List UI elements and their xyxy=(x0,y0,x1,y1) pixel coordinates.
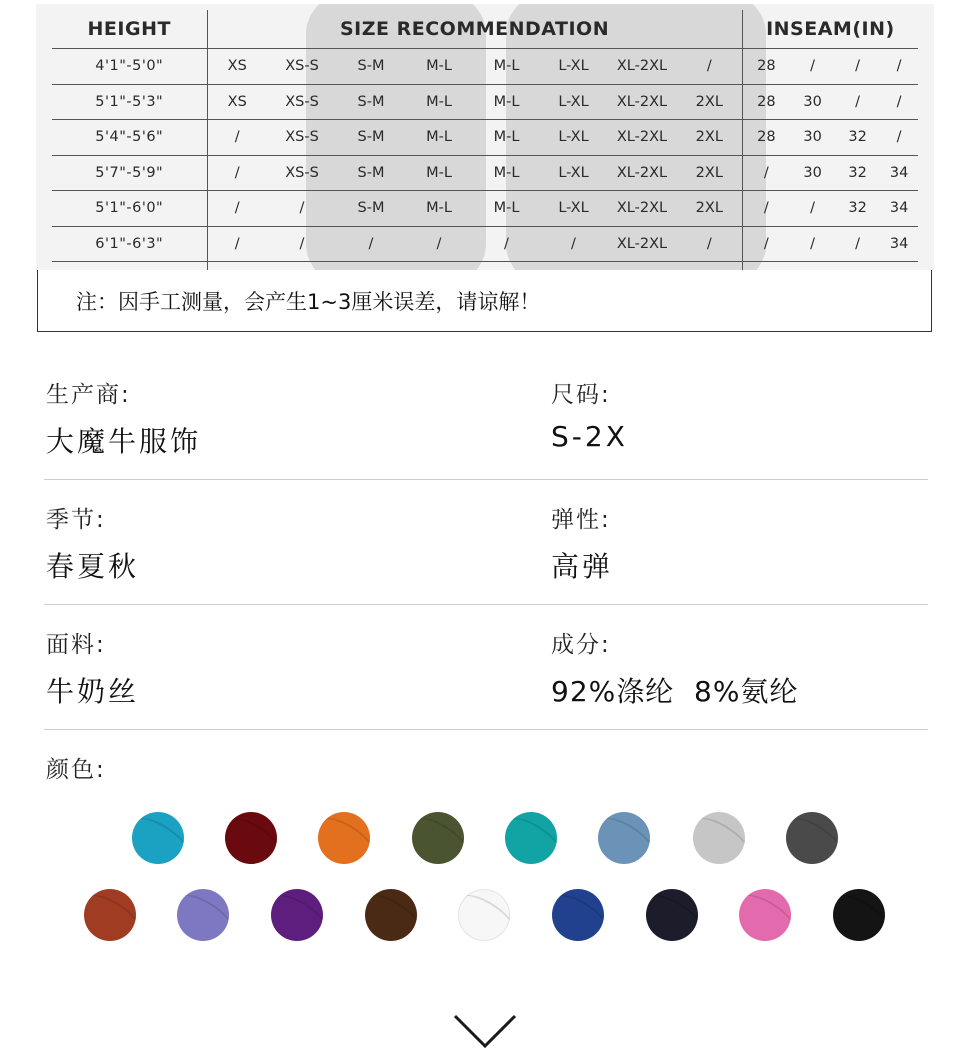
size-cell: / xyxy=(337,226,405,262)
size-cell: M-L xyxy=(473,49,540,85)
size-cell: / xyxy=(207,155,267,191)
spec-value-elasticity: 高弹 xyxy=(551,550,614,583)
size-cell: / xyxy=(267,191,337,227)
chevron-down-icon[interactable] xyxy=(452,1012,518,1052)
size-cell: 2XL xyxy=(677,84,742,120)
inseam-cell: / xyxy=(880,49,918,85)
spec-value-fabric: 牛奶丝 xyxy=(46,675,140,708)
spec-value-manufacturer: 大魔牛服饰 xyxy=(46,425,202,458)
color-swatch[interactable] xyxy=(552,889,604,941)
color-swatch[interactable] xyxy=(693,812,745,864)
size-cell: M-L xyxy=(405,49,473,85)
spec-value-composition: 92%涤纶 8%氨纶 xyxy=(551,675,799,708)
empty-cell xyxy=(835,262,880,271)
size-cell: 2XL xyxy=(677,155,742,191)
inseam-cell: 32 xyxy=(835,155,880,191)
inseam-cell: 32 xyxy=(835,191,880,227)
color-swatch[interactable] xyxy=(458,889,510,941)
divider xyxy=(44,604,928,605)
size-cell: L-XL xyxy=(540,84,607,120)
size-cell: S-M xyxy=(337,49,405,85)
color-swatch[interactable] xyxy=(365,889,417,941)
header-size-recommendation: SIZE RECOMMENDATION xyxy=(207,10,742,49)
table-row xyxy=(52,226,918,262)
color-label: 颜色: xyxy=(46,757,106,783)
empty-cell xyxy=(790,262,835,271)
inseam-cell: 32 xyxy=(835,120,880,156)
empty-cell xyxy=(742,262,790,271)
size-cell: XS-S xyxy=(267,84,337,120)
empty-cell xyxy=(473,262,540,271)
note-box xyxy=(37,270,932,332)
empty-cell xyxy=(267,262,337,271)
empty-cell xyxy=(880,262,918,271)
color-swatch[interactable] xyxy=(598,812,650,864)
table-row xyxy=(52,155,918,191)
inseam-cell: 34 xyxy=(880,226,918,262)
inseam-cell: / xyxy=(835,84,880,120)
size-cell: 2XL xyxy=(677,120,742,156)
size-cell: XS xyxy=(207,84,267,120)
header-inseam: INSEAM(IN) xyxy=(766,18,895,40)
spec-value-season: 春夏秋 xyxy=(46,550,140,583)
table-row xyxy=(52,49,918,85)
color-swatch[interactable] xyxy=(739,889,791,941)
size-cell: / xyxy=(207,191,267,227)
size-cell: L-XL xyxy=(540,120,607,156)
table-row xyxy=(52,120,918,156)
size-cell: / xyxy=(677,226,742,262)
size-cell: M-L xyxy=(473,84,540,120)
empty-cell xyxy=(405,262,473,271)
spec-label-fabric: 面料: xyxy=(46,632,106,658)
size-cell: XL-2XL xyxy=(607,155,677,191)
inseam-cell: / xyxy=(880,120,918,156)
divider xyxy=(44,729,928,730)
color-swatch[interactable] xyxy=(646,889,698,941)
inseam-cell: 30 xyxy=(790,155,835,191)
spec-label-manufacturer: 生产商: xyxy=(46,382,131,408)
empty-cell xyxy=(52,262,207,271)
height-cell: 6'1"-6'3" xyxy=(52,226,207,262)
height-cell: 5'1"-6'0" xyxy=(52,191,207,227)
table-row-blank xyxy=(52,262,918,271)
empty-cell xyxy=(207,262,267,271)
height-cell: 5'7"-5'9" xyxy=(52,155,207,191)
inseam-cell: 30 xyxy=(790,120,835,156)
size-cell: S-M xyxy=(337,84,405,120)
size-cell: M-L xyxy=(473,155,540,191)
size-cell: S-M xyxy=(337,191,405,227)
size-cell: XS xyxy=(207,49,267,85)
inseam-cell: / xyxy=(742,226,790,262)
table-row xyxy=(52,84,918,120)
size-cell: M-L xyxy=(405,191,473,227)
inseam-cell: / xyxy=(880,84,918,120)
size-cell: XL-2XL xyxy=(607,84,677,120)
inseam-cell: 34 xyxy=(880,155,918,191)
inseam-cell: / xyxy=(790,49,835,85)
inseam-cell: 34 xyxy=(880,191,918,227)
height-cell: 5'1"-5'3" xyxy=(52,84,207,120)
size-cell: 2XL xyxy=(677,191,742,227)
table-row xyxy=(52,191,918,227)
inseam-cell: / xyxy=(835,49,880,85)
inseam-cell: / xyxy=(790,226,835,262)
header-height: HEIGHT xyxy=(52,10,207,49)
color-swatch[interactable] xyxy=(318,812,370,864)
divider xyxy=(44,479,928,480)
color-swatch[interactable] xyxy=(132,812,184,864)
size-cell: XL-2XL xyxy=(607,49,677,85)
inseam-cell: 28 xyxy=(742,49,790,85)
spec-label-season: 季节: xyxy=(46,507,106,533)
size-cell: / xyxy=(267,226,337,262)
spec-label-composition: 成分: xyxy=(551,632,611,658)
size-cell: S-M xyxy=(337,155,405,191)
size-cell: XL-2XL xyxy=(607,191,677,227)
color-swatch[interactable] xyxy=(412,812,464,864)
inseam-cell: / xyxy=(742,155,790,191)
size-cell: / xyxy=(540,226,607,262)
inseam-cell: 30 xyxy=(790,84,835,120)
inseam-cell: / xyxy=(790,191,835,227)
size-cell: M-L xyxy=(405,155,473,191)
size-table xyxy=(52,10,918,270)
size-cell: XS-S xyxy=(267,155,337,191)
size-cell: L-XL xyxy=(540,155,607,191)
size-cell: M-L xyxy=(405,84,473,120)
size-cell: / xyxy=(405,226,473,262)
size-cell: XL-2XL xyxy=(607,120,677,156)
size-cell: M-L xyxy=(405,120,473,156)
color-swatch[interactable] xyxy=(271,889,323,941)
size-cell: L-XL xyxy=(540,49,607,85)
color-swatch[interactable] xyxy=(833,889,885,941)
empty-cell xyxy=(677,262,742,271)
empty-cell xyxy=(337,262,405,271)
size-chart xyxy=(36,4,934,270)
inseam-cell: 28 xyxy=(742,84,790,120)
color-swatch[interactable] xyxy=(84,889,136,941)
color-swatch[interactable] xyxy=(225,812,277,864)
spec-value-size: S-2X xyxy=(551,420,628,453)
color-swatch[interactable] xyxy=(177,889,229,941)
size-cell: XS-S xyxy=(267,120,337,156)
size-cell: / xyxy=(207,226,267,262)
spec-label-size: 尺码: xyxy=(551,382,611,408)
spec-label-elasticity: 弹性: xyxy=(551,507,611,533)
size-cell: / xyxy=(473,226,540,262)
size-cell: S-M xyxy=(337,120,405,156)
size-cell: L-XL xyxy=(540,191,607,227)
size-cell: XS-S xyxy=(267,49,337,85)
size-cell: / xyxy=(207,120,267,156)
inseam-cell: 28 xyxy=(742,120,790,156)
size-cell: XL-2XL xyxy=(607,226,677,262)
color-swatch[interactable] xyxy=(505,812,557,864)
inseam-cell: / xyxy=(835,226,880,262)
measurement-note: 注：因手工测量，会产生1~3厘米误差，请谅解！ xyxy=(76,290,541,314)
height-cell: 4'1"-5'0" xyxy=(52,49,207,85)
height-cell: 5'4"-5'6" xyxy=(52,120,207,156)
size-cell: / xyxy=(677,49,742,85)
empty-cell xyxy=(540,262,607,271)
size-cell: M-L xyxy=(473,191,540,227)
color-swatch[interactable] xyxy=(786,812,838,864)
empty-cell xyxy=(607,262,677,271)
size-cell: M-L xyxy=(473,120,540,156)
inseam-cell: / xyxy=(742,191,790,227)
